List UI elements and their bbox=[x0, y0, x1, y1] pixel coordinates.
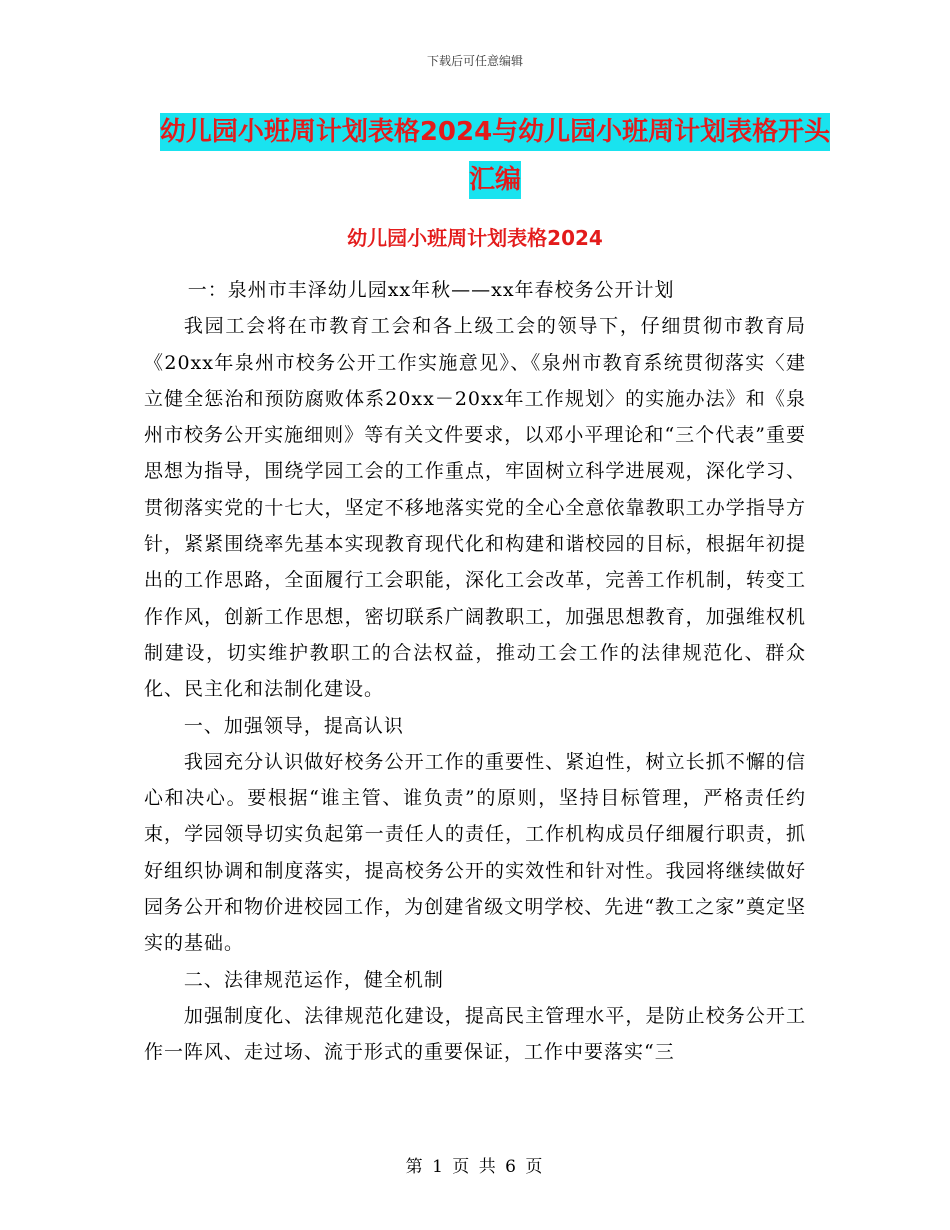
section-title: 幼儿园小班周计划表格2024 bbox=[347, 226, 603, 250]
paragraph-intro-heading: 一：泉州市丰泽幼儿园xx年秋——xx年春校务公开计划 bbox=[187, 279, 675, 301]
document-title-text: 幼儿园小班周计划表格2024与幼儿园小班周计划表格开头汇编 bbox=[160, 113, 830, 199]
paragraph-heading-2: 二、法律规范运作，健全机制 bbox=[183, 968, 444, 991]
document-body bbox=[144, 272, 806, 1071]
paragraph-body: 我园工会将在市教育工会和各上级工会的领导下，仔细贯彻市教育局《20xx年泉州市校务公开工作实施意见》、《泉州市教育系统贯彻落实〈建立健全惩治和预防腐败体系20xx－20xx年工作规划〉的实施办法》和《泉州市校务公开实施细则》等有关文件要求，以邓小平理论和“三个代表”重要思想为指导，围绕学园工会的工作重点，牢固树立科学进展观，深化学习、贯彻落实党的十七大，坚定不移地落实党的全心全意依靠教职工办学指导方针，紧紧围绕率先基本实现教育现代化和构建和谐校园的目标，根据年初提出的工作思路，全面履行工会职能，深化工会改革，完善工作机制，转变工作作风，创新工作思想，密切联系广阔教职工，加强思想教育，加强维权机制建设，切实维护教职工的合法权益，推动工会工作的法律规范化、群众化、民主化和法制化建设。 bbox=[144, 315, 806, 701]
page-footer: 第 1 页 共 6 页 bbox=[405, 1157, 545, 1177]
paragraph-heading-1: 一、加强领导，提高认识 bbox=[183, 714, 404, 737]
paragraph-body: 加强制度化、法律规范化建设，提高民主管理水平，是防止校务公开工作一阵风、走过场、流于形式的重要保证，工作中要落实“三 bbox=[144, 1004, 806, 1064]
document-title bbox=[150, 108, 840, 204]
paragraph-body: 我园充分认识做好校务公开工作的重要性、紧迫性，树立长抓不懈的信心和决心。要根据“谁主管、谁负责”的原则，坚持目标管理，严格责任约束，学园领导切实负起第一责任人的责任，工作机构成员仔细履行职责，抓好组织协调和制度落实，提高校务公开的实效性和针对性。我园将继续做好园务公开和物价进校园工作，为创建省级文明学校、先进“教工之家”奠定坚实的基础。 bbox=[144, 750, 806, 955]
header-note: 下载后可任意编辑 bbox=[426, 54, 523, 68]
